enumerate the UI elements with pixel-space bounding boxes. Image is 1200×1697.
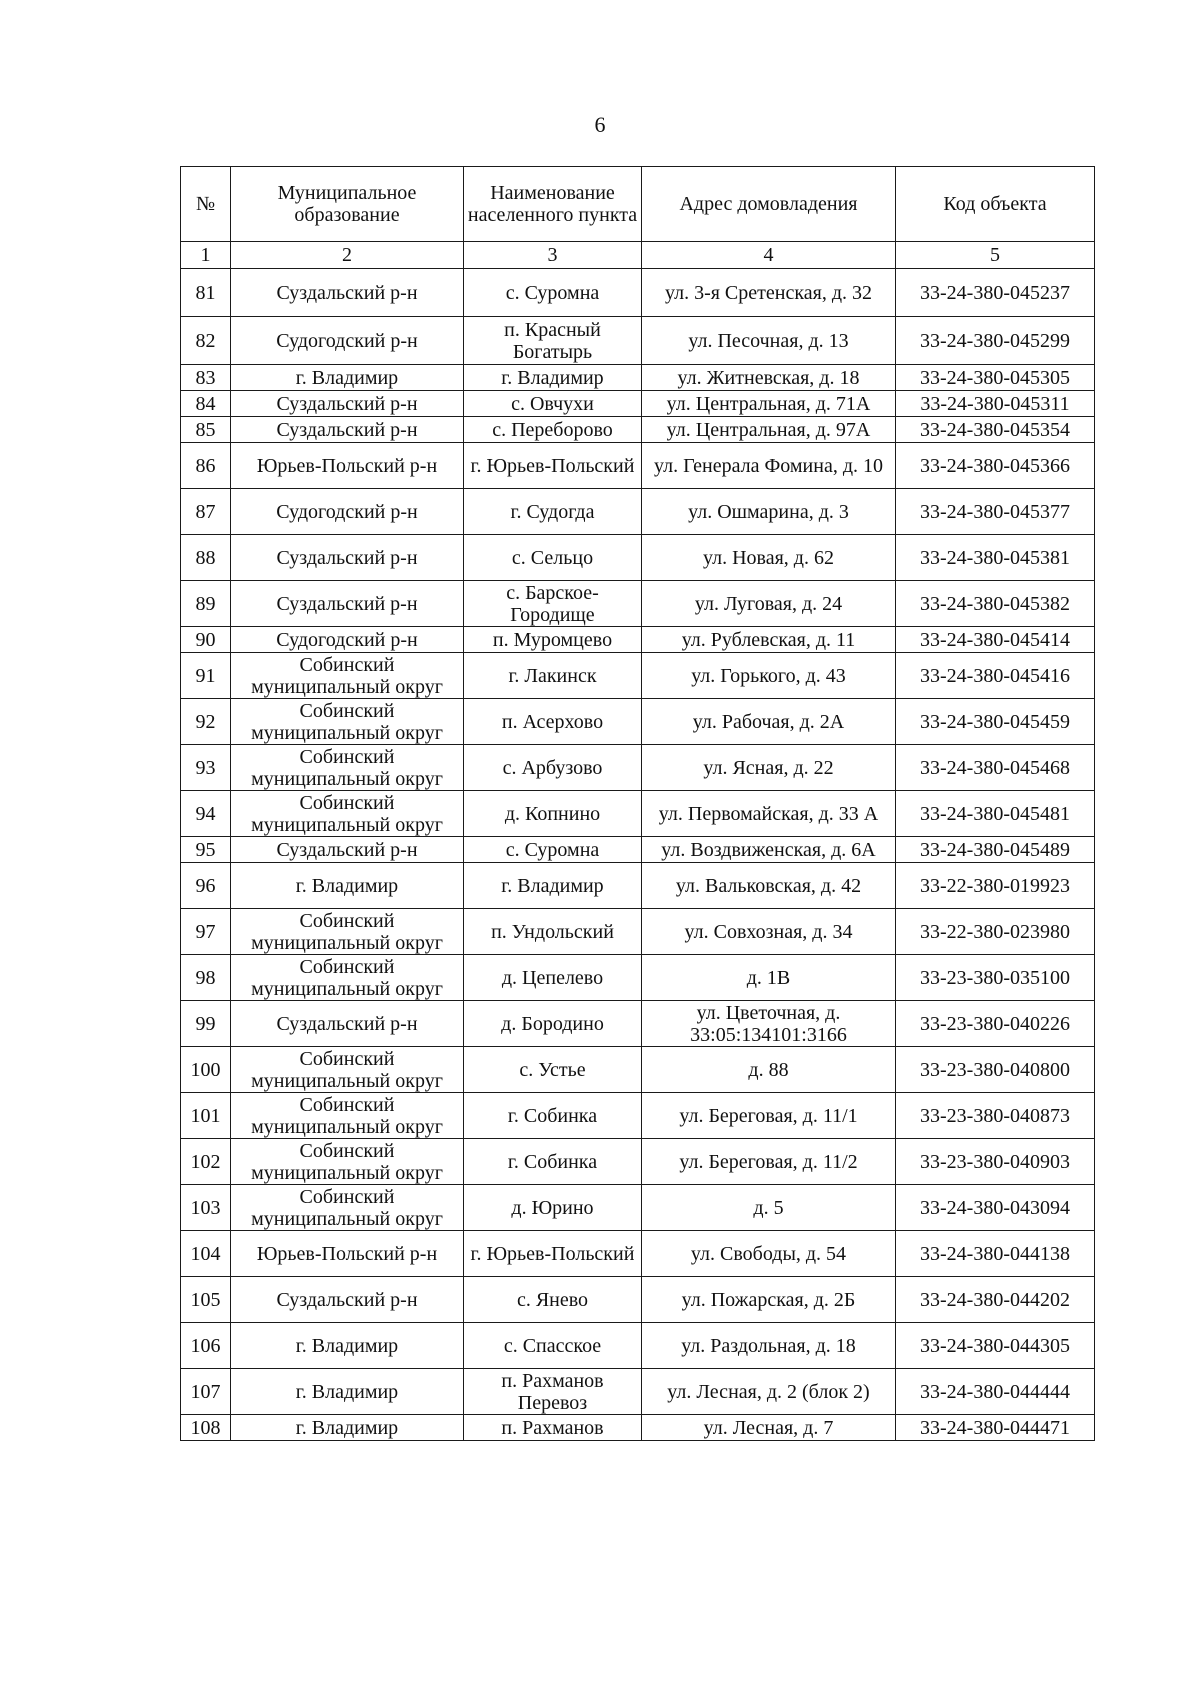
settlement-cell: д. Копнино xyxy=(464,791,642,837)
object-code-cell: 33-24-380-045459 xyxy=(896,699,1095,745)
settlement-cell: г. Собинка xyxy=(464,1139,642,1185)
row-number: 88 xyxy=(181,535,231,581)
settlement-cell: с. Сельцо xyxy=(464,535,642,581)
address-cell: ул. Песочная, д. 13 xyxy=(642,317,896,365)
row-number: 103 xyxy=(181,1185,231,1231)
object-code-cell: 33-23-380-040873 xyxy=(896,1093,1095,1139)
address-cell: ул. Рабочая, д. 2А xyxy=(642,699,896,745)
object-code-cell: 33-24-380-045381 xyxy=(896,535,1095,581)
row-number: 95 xyxy=(181,837,231,863)
table-row xyxy=(181,627,1095,653)
settlement-cell: г. Юрьев-Польский xyxy=(464,443,642,489)
header-number: № xyxy=(181,167,231,242)
address-cell: ул. Ошмарина, д. 3 xyxy=(642,489,896,535)
address-cell: д. 1В xyxy=(642,955,896,1001)
settlement-cell: г. Юрьев-Польский xyxy=(464,1231,642,1277)
settlement-cell: д. Бородино xyxy=(464,1001,642,1047)
row-number: 107 xyxy=(181,1369,231,1415)
address-cell: ул. Воздвиженская, д. 6А xyxy=(642,837,896,863)
row-number: 101 xyxy=(181,1093,231,1139)
object-code-cell: 33-24-380-044202 xyxy=(896,1277,1095,1323)
object-code-cell: 33-24-380-045305 xyxy=(896,365,1095,391)
object-code-cell: 33-24-380-045237 xyxy=(896,269,1095,317)
address-cell: ул. Новая, д. 62 xyxy=(642,535,896,581)
row-number: 89 xyxy=(181,581,231,627)
column-number-row xyxy=(181,242,1095,269)
settlement-cell: с. Суромна xyxy=(464,269,642,317)
address-cell: ул. Луговая, д. 24 xyxy=(642,581,896,627)
address-cell: ул. Вальковская, д. 42 xyxy=(642,863,896,909)
settlement-cell: д. Цепелево xyxy=(464,955,642,1001)
settlement-cell: с. Устье xyxy=(464,1047,642,1093)
address-cell: ул. Житневская, д. 18 xyxy=(642,365,896,391)
table-row xyxy=(181,1277,1095,1323)
municipality-cell: Суздальский р-н xyxy=(231,1001,464,1047)
object-code-cell: 33-24-380-044305 xyxy=(896,1323,1095,1369)
settlement-cell: с. Суромна xyxy=(464,837,642,863)
table-row xyxy=(181,1231,1095,1277)
municipality-cell: г. Владимир xyxy=(231,365,464,391)
table-body xyxy=(181,269,1095,1441)
settlement-cell: г. Судогда xyxy=(464,489,642,535)
settlement-cell: п. Муромцево xyxy=(464,627,642,653)
row-number: 92 xyxy=(181,699,231,745)
settlement-cell: с. Овчухи xyxy=(464,391,642,417)
municipality-cell: г. Владимир xyxy=(231,1369,464,1415)
header-settlement: Наименование населенного пункта xyxy=(464,167,642,242)
settlement-cell: с. Янево xyxy=(464,1277,642,1323)
table-row xyxy=(181,699,1095,745)
settlement-cell: п. Асерхово xyxy=(464,699,642,745)
table-row xyxy=(181,863,1095,909)
municipality-cell: Собинский муниципальный округ xyxy=(231,955,464,1001)
settlement-cell: г. Лакинск xyxy=(464,653,642,699)
settlement-cell: д. Юрино xyxy=(464,1185,642,1231)
row-number: 108 xyxy=(181,1415,231,1441)
address-cell: ул. Цветочная, д. 33:05:134101:3166 xyxy=(642,1001,896,1047)
municipality-cell: Собинский муниципальный округ xyxy=(231,1047,464,1093)
municipality-cell: Юрьев-Польский р-н xyxy=(231,1231,464,1277)
row-number: 99 xyxy=(181,1001,231,1047)
object-code-cell: 33-24-380-045299 xyxy=(896,317,1095,365)
row-number: 97 xyxy=(181,909,231,955)
row-number: 87 xyxy=(181,489,231,535)
header-object-code: Код объекта xyxy=(896,167,1095,242)
municipality-cell: Собинский муниципальный округ xyxy=(231,1093,464,1139)
municipality-cell: Собинский муниципальный округ xyxy=(231,1185,464,1231)
municipality-cell: Собинский муниципальный округ xyxy=(231,909,464,955)
settlement-cell: с. Переборово xyxy=(464,417,642,443)
page-number: 6 xyxy=(594,112,606,137)
row-number: 96 xyxy=(181,863,231,909)
municipality-cell: Юрьев-Польский р-н xyxy=(231,443,464,489)
address-cell: ул. Ясная, д. 22 xyxy=(642,745,896,791)
header-municipality: Муниципальное образование xyxy=(231,167,464,242)
object-code-cell: 33-22-380-019923 xyxy=(896,863,1095,909)
object-code-cell: 33-24-380-045377 xyxy=(896,489,1095,535)
municipality-cell: г. Владимир xyxy=(231,1323,464,1369)
table-row xyxy=(181,443,1095,489)
municipality-cell: Собинский муниципальный округ xyxy=(231,653,464,699)
municipality-cell: Суздальский р-н xyxy=(231,581,464,627)
settlement-cell: п. Ундольский xyxy=(464,909,642,955)
municipality-cell: Собинский муниципальный округ xyxy=(231,1139,464,1185)
municipality-cell: Судогодский р-н xyxy=(231,317,464,365)
row-number: 85 xyxy=(181,417,231,443)
row-number: 104 xyxy=(181,1231,231,1277)
row-number: 82 xyxy=(181,317,231,365)
object-code-cell: 33-23-380-040226 xyxy=(896,1001,1095,1047)
table-row xyxy=(181,489,1095,535)
municipality-cell: Собинский муниципальный округ xyxy=(231,745,464,791)
table-row xyxy=(181,365,1095,391)
address-cell: ул. Лесная, д. 2 (блок 2) xyxy=(642,1369,896,1415)
object-code-cell: 33-24-380-045481 xyxy=(896,791,1095,837)
header-address: Адрес домовладения xyxy=(642,167,896,242)
table-row xyxy=(181,745,1095,791)
table-row xyxy=(181,1139,1095,1185)
row-number: 98 xyxy=(181,955,231,1001)
table-row xyxy=(181,1369,1095,1415)
address-cell: ул. Совхозная, д. 34 xyxy=(642,909,896,955)
object-code-cell: 33-24-380-045354 xyxy=(896,417,1095,443)
column-number: 3 xyxy=(464,242,642,269)
table-row xyxy=(181,909,1095,955)
settlement-cell: с. Спасское xyxy=(464,1323,642,1369)
row-number: 81 xyxy=(181,269,231,317)
object-code-cell: 33-24-380-045468 xyxy=(896,745,1095,791)
object-code-cell: 33-23-380-040800 xyxy=(896,1047,1095,1093)
address-cell: ул. Первомайская, д. 33 А xyxy=(642,791,896,837)
row-number: 102 xyxy=(181,1139,231,1185)
table-row xyxy=(181,1323,1095,1369)
table-row xyxy=(181,391,1095,417)
table-row xyxy=(181,317,1095,365)
settlement-cell: г. Собинка xyxy=(464,1093,642,1139)
address-cell: ул. Центральная, д. 97А xyxy=(642,417,896,443)
municipality-cell: Судогодский р-н xyxy=(231,489,464,535)
municipality-cell: Суздальский р-н xyxy=(231,535,464,581)
municipality-cell: г. Владимир xyxy=(231,863,464,909)
row-number: 91 xyxy=(181,653,231,699)
table-row xyxy=(181,1093,1095,1139)
row-number: 105 xyxy=(181,1277,231,1323)
object-code-cell: 33-24-380-044471 xyxy=(896,1415,1095,1441)
table-row xyxy=(181,955,1095,1001)
column-number: 4 xyxy=(642,242,896,269)
table-row xyxy=(181,1185,1095,1231)
object-code-cell: 33-24-380-045414 xyxy=(896,627,1095,653)
table-row xyxy=(181,581,1095,627)
row-number: 100 xyxy=(181,1047,231,1093)
row-number: 83 xyxy=(181,365,231,391)
address-cell: ул. Центральная, д. 71А xyxy=(642,391,896,417)
municipality-cell: Суздальский р-н xyxy=(231,1277,464,1323)
table-row xyxy=(181,535,1095,581)
object-code-cell: 33-24-380-045366 xyxy=(896,443,1095,489)
object-code-cell: 33-24-380-045311 xyxy=(896,391,1095,417)
address-cell: ул. Свободы, д. 54 xyxy=(642,1231,896,1277)
settlement-cell: п. Красный Богатырь xyxy=(464,317,642,365)
municipality-cell: Судогодский р-н xyxy=(231,627,464,653)
address-cell: ул. Рублевская, д. 11 xyxy=(642,627,896,653)
table-row xyxy=(181,1415,1095,1441)
row-number: 90 xyxy=(181,627,231,653)
settlement-cell: п. Рахманов Перевоз xyxy=(464,1369,642,1415)
column-number: 1 xyxy=(181,242,231,269)
table-row xyxy=(181,1047,1095,1093)
address-cell: ул. Береговая, д. 11/2 xyxy=(642,1139,896,1185)
address-cell: ул. 3-я Сретенская, д. 32 xyxy=(642,269,896,317)
address-cell: ул. Раздольная, д. 18 xyxy=(642,1323,896,1369)
header-row xyxy=(181,167,1095,242)
address-cell: д. 5 xyxy=(642,1185,896,1231)
registry-table xyxy=(180,166,1095,1441)
column-number: 2 xyxy=(231,242,464,269)
row-number: 94 xyxy=(181,791,231,837)
address-cell: ул. Береговая, д. 11/1 xyxy=(642,1093,896,1139)
row-number: 84 xyxy=(181,391,231,417)
address-cell: ул. Горького, д. 43 xyxy=(642,653,896,699)
municipality-cell: Суздальский р-н xyxy=(231,417,464,443)
table-row xyxy=(181,653,1095,699)
settlement-cell: г. Владимир xyxy=(464,365,642,391)
table-row xyxy=(181,837,1095,863)
object-code-cell: 33-24-380-045382 xyxy=(896,581,1095,627)
object-code-cell: 33-24-380-044444 xyxy=(896,1369,1095,1415)
table-row xyxy=(181,791,1095,837)
column-number: 5 xyxy=(896,242,1095,269)
object-code-cell: 33-22-380-023980 xyxy=(896,909,1095,955)
municipality-cell: Собинский муниципальный округ xyxy=(231,791,464,837)
object-code-cell: 33-24-380-043094 xyxy=(896,1185,1095,1231)
object-code-cell: 33-24-380-045489 xyxy=(896,837,1095,863)
settlement-cell: г. Владимир xyxy=(464,863,642,909)
address-cell: ул. Генерала Фомина, д. 10 xyxy=(642,443,896,489)
object-code-cell: 33-23-380-040903 xyxy=(896,1139,1095,1185)
settlement-cell: п. Рахманов xyxy=(464,1415,642,1441)
row-number: 93 xyxy=(181,745,231,791)
object-code-cell: 33-24-380-045416 xyxy=(896,653,1095,699)
row-number: 86 xyxy=(181,443,231,489)
municipality-cell: г. Владимир xyxy=(231,1415,464,1441)
object-code-cell: 33-23-380-035100 xyxy=(896,955,1095,1001)
address-cell: ул. Пожарская, д. 2Б xyxy=(642,1277,896,1323)
address-cell: д. 88 xyxy=(642,1047,896,1093)
row-number: 106 xyxy=(181,1323,231,1369)
address-cell: ул. Лесная, д. 7 xyxy=(642,1415,896,1441)
table-row xyxy=(181,269,1095,317)
table-row xyxy=(181,1001,1095,1047)
municipality-cell: Суздальский р-н xyxy=(231,269,464,317)
municipality-cell: Суздальский р-н xyxy=(231,837,464,863)
settlement-cell: с. Арбузово xyxy=(464,745,642,791)
table-row xyxy=(181,417,1095,443)
settlement-cell: с. Барское-Городище xyxy=(464,581,642,627)
municipality-cell: Суздальский р-н xyxy=(231,391,464,417)
object-code-cell: 33-24-380-044138 xyxy=(896,1231,1095,1277)
municipality-cell: Собинский муниципальный округ xyxy=(231,699,464,745)
